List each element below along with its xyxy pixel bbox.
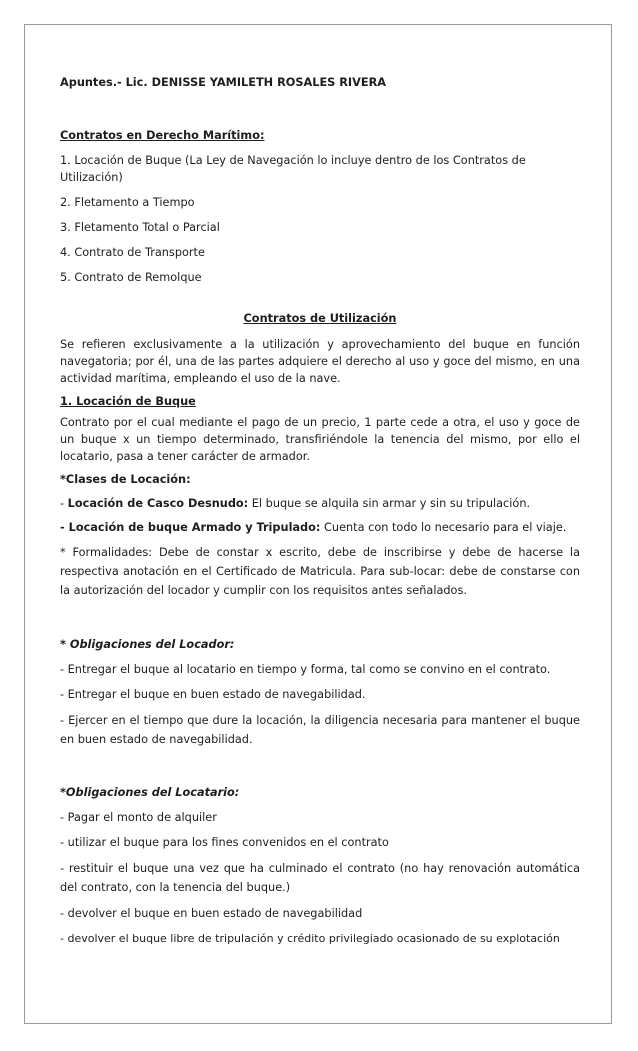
oblig-locatario-item: - devolver el buque en buen estado de navegabilidad: [60, 907, 363, 920]
contract-item: 3. Fletamento Total o Parcial: [60, 221, 220, 234]
contract-item: 2. Fletamento a Tiempo: [60, 196, 195, 209]
document-body: [60, 74, 580, 947]
oblig-locador-item: - Ejercer en el tiempo que dure la locación, la diligencia necesaria para mantener el buque en buen estado de navegabilidad.: [60, 714, 580, 746]
oblig-locatario-heading: *Obligaciones del Locatario:: [60, 786, 240, 799]
contracts-heading: Contratos en Derecho Marítimo:: [60, 129, 265, 142]
locacion-paragraph: Contrato por el cual mediante el pago de un precio, 1 parte cede a otra, el uso y goce de un buque x un tiempo determinado, transfiriéndole la tenencia del mismo, por ello el locatario, pasa a tener carácter de armador.: [60, 416, 580, 463]
contract-item: 5. Contrato de Remolque: [60, 271, 202, 284]
oblig-locatario-item: - Pagar el monto de alquiler: [60, 811, 217, 824]
clase-prefix: -: [60, 497, 68, 510]
document-header: Apuntes.- Lic. DENISSE YAMILETH ROSALES RIVERA: [60, 76, 387, 89]
document-page: [24, 24, 612, 1024]
oblig-locatario-item: - utilizar el buque para los fines convenidos en el contrato: [60, 836, 389, 849]
util-paragraph: Se refieren exclusivamente a la utilización y aprovechamiento del buque en función navegatoria; por él, una de las partes adquiere el derecho al uso y goce del mismo, en una actividad marítima, empleando el uso de la nave.: [60, 338, 580, 385]
oblig-locador-heading: * Obligaciones del Locador:: [60, 638, 235, 651]
clase-item-armado: [60, 519, 580, 536]
locacion-heading: 1. Locación de Buque: [60, 395, 196, 408]
clase-term: - Locación de buque Armado y Tripulado:: [60, 521, 321, 534]
contract-item: 1. Locación de Buque (La Ley de Navegación lo incluye dentro de los Contratos de Utilización): [60, 154, 526, 184]
util-heading: Contratos de Utilización: [243, 312, 397, 325]
contract-item: 4. Contrato de Transporte: [60, 246, 205, 259]
clase-text: Cuenta con todo lo necesario para el viaje.: [320, 521, 567, 534]
clase-text: El buque se alquila sin armar y sin su tripulación.: [248, 497, 531, 510]
clase-item-casco: [60, 495, 580, 512]
formalidades-paragraph: * Formalidades: Debe de constar x escrito, debe de inscribirse y debe de hacerse la respectiva anotación en el Certificado de Matricula. Para sub-locar: debe de constarse con la autorización del locador y cumplir con los requisitos antes señalados.: [60, 546, 580, 597]
oblig-locador-item: - Entregar el buque al locatario en tiempo y forma, tal como se convino en el contrato.: [60, 663, 551, 676]
clase-term: Locación de Casco Desnudo:: [67, 497, 249, 510]
oblig-locador-item: - Entregar el buque en buen estado de navegabilidad.: [60, 688, 366, 701]
clases-heading: *Clases de Locación:: [60, 473, 191, 486]
oblig-locatario-item: - devolver el buque libre de tripulación y crédito privilegiado ocasionado de su explotación: [60, 932, 560, 945]
oblig-locatario-item: - restituir el buque una vez que ha culminado el contrato (no hay renovación automática del contrato, con la tenencia del buque.): [60, 862, 580, 894]
